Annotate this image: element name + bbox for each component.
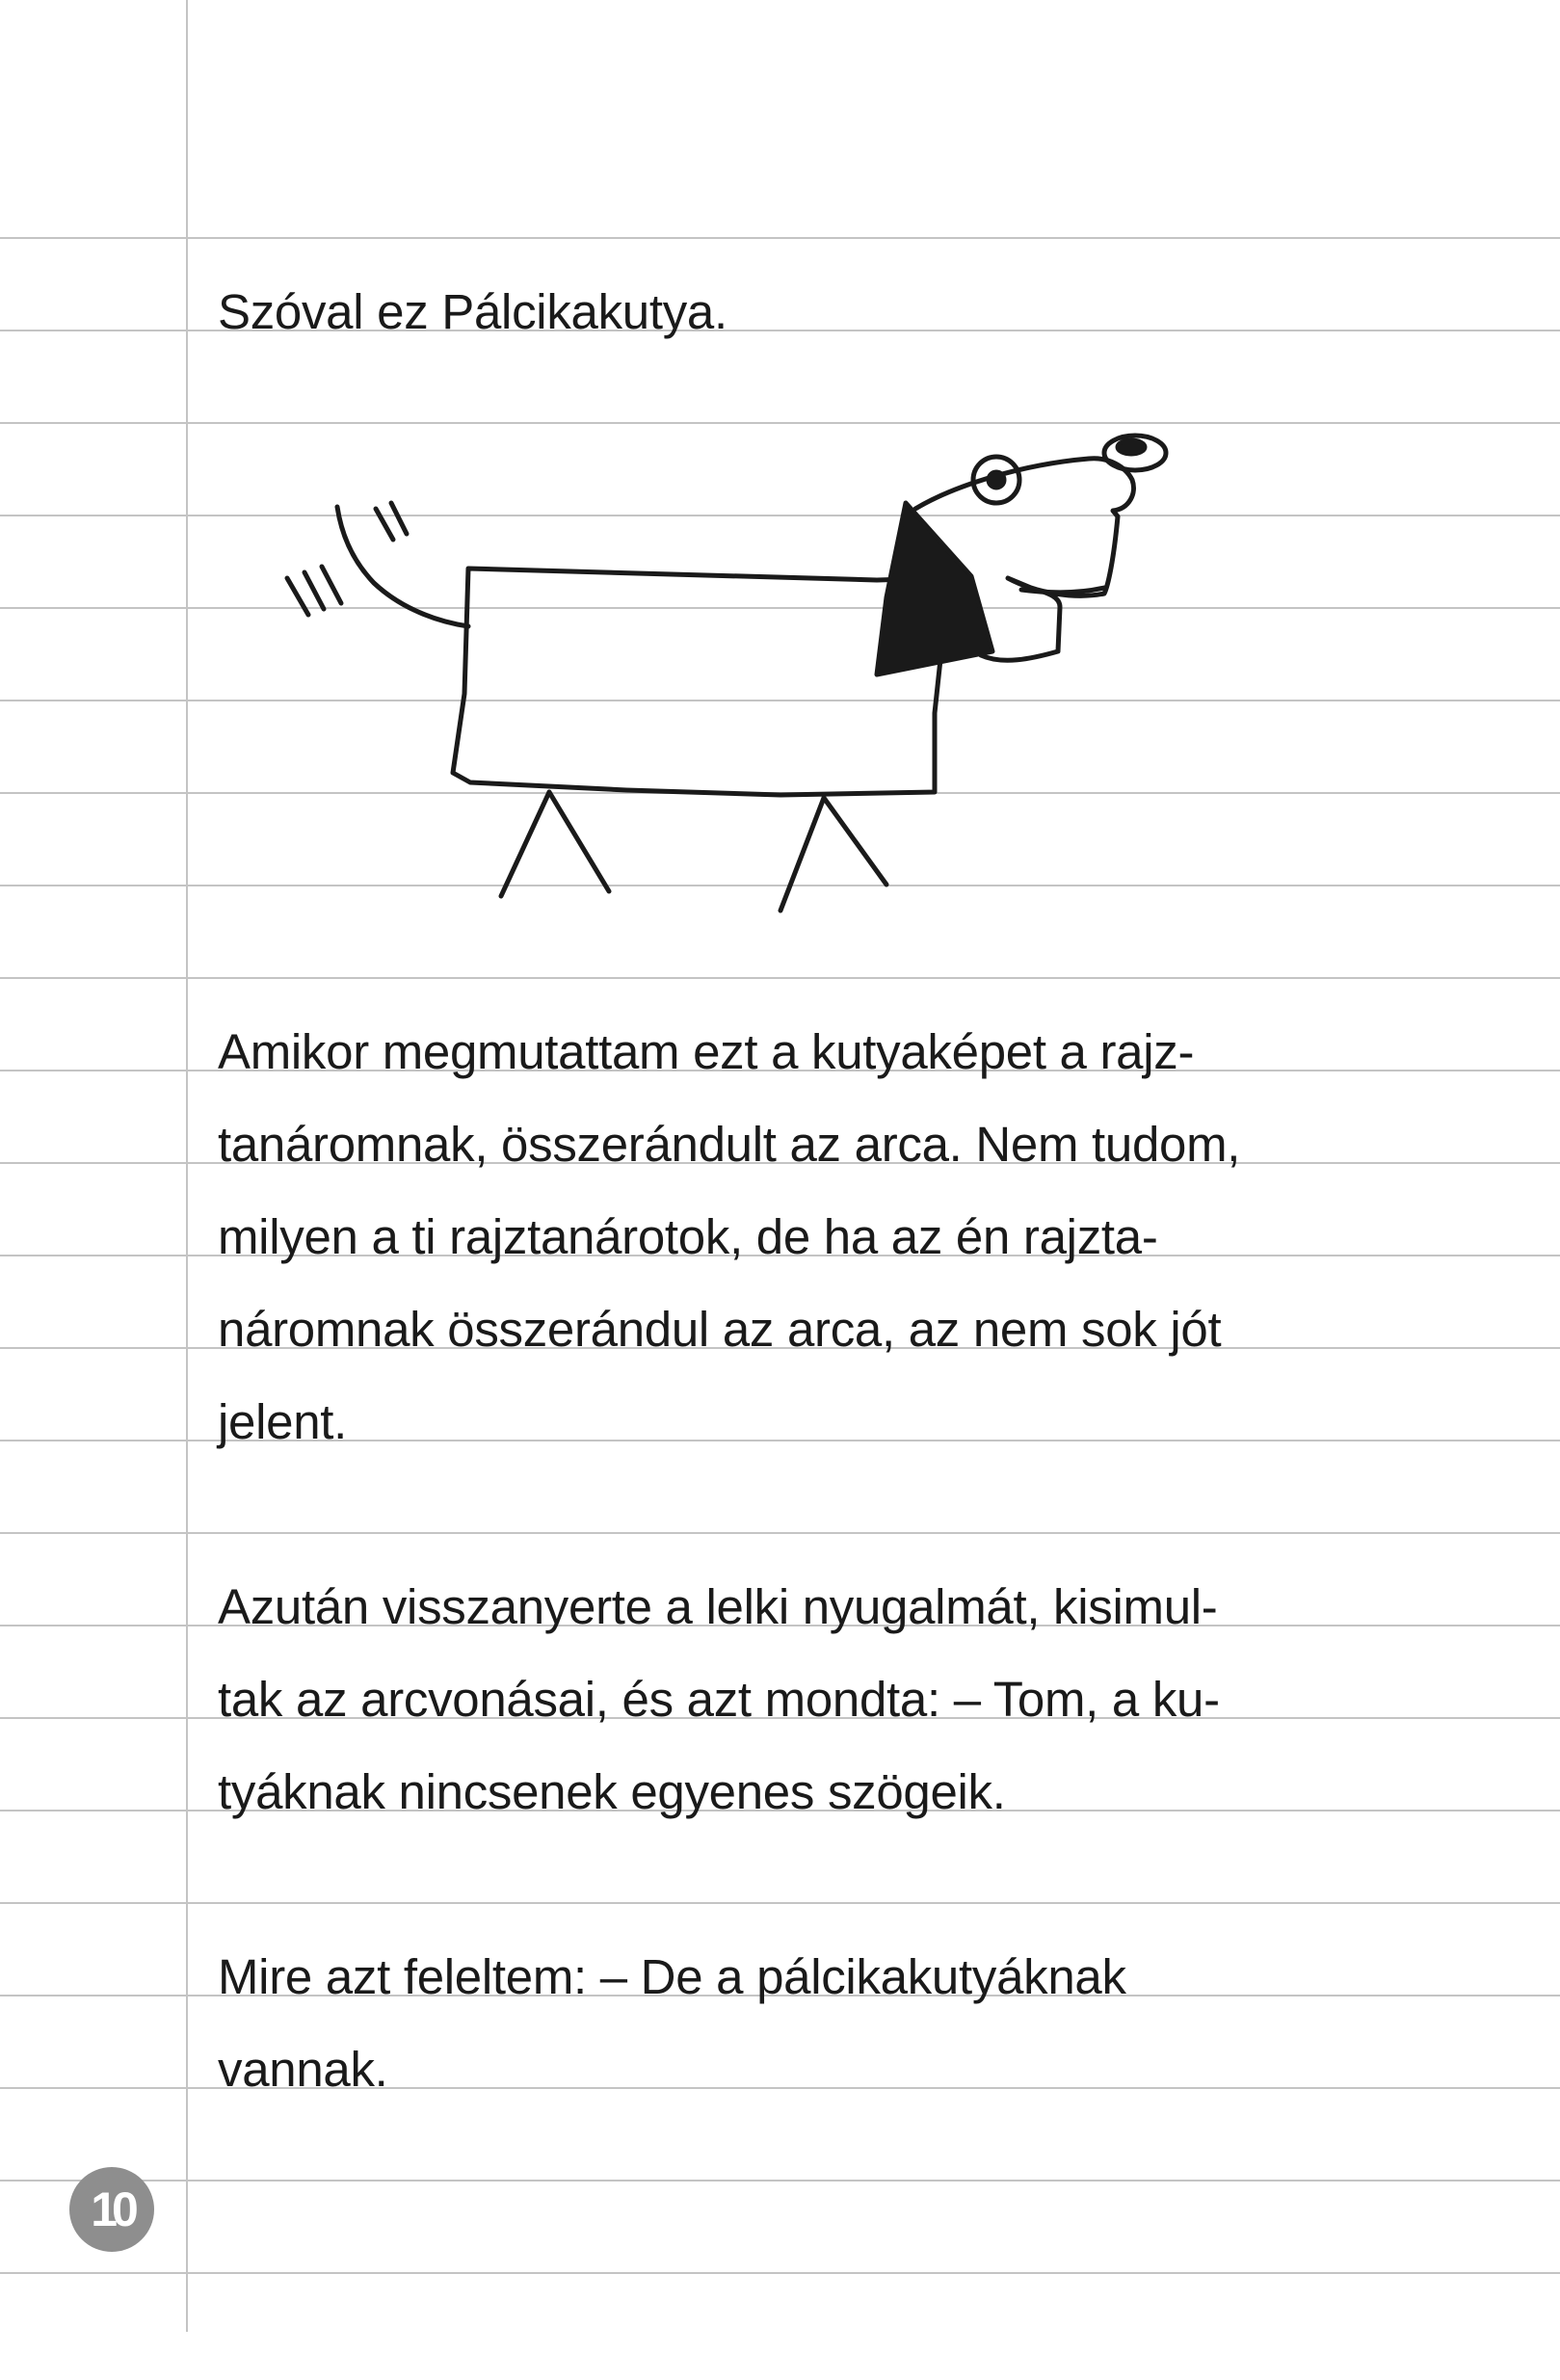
paragraph-3-line: vannak. <box>218 2042 388 2097</box>
paragraph-3-line: Mire azt feleltem: – De a pálcikakutyáknak <box>218 1949 1126 2004</box>
paragraph-2-line: tak az arcvonásai, és azt mondta: – Tom, a ku- <box>218 1672 1220 1727</box>
heading-sentence: Szóval ez Pálcikakutya. <box>218 284 727 339</box>
rule-line <box>0 2180 1560 2182</box>
paragraph-1-line: náromnak összerándul az arca, az nem sok jót <box>218 1302 1222 1357</box>
rule-line <box>0 977 1560 979</box>
paragraph-1-line: tanáromnak, összerándult az arca. Nem tudom, <box>218 1117 1241 1172</box>
paragraph-2-line: tyáknak nincsenek egyenes szögeik. <box>218 1764 1006 1819</box>
stick-dog-drawing-icon <box>260 424 1204 944</box>
page-number-badge: 10 <box>69 2167 154 2252</box>
margin-rule <box>186 0 188 2332</box>
rule-line <box>0 2272 1560 2274</box>
paragraph-2-line: Azután visszanyerte a lelki nyugalmát, kisimul- <box>218 1579 1218 1634</box>
rule-line <box>0 237 1560 239</box>
rule-line <box>0 1532 1560 1534</box>
paragraph-1-line: Amikor megmutattam ezt a kutyaképet a rajz- <box>218 1024 1195 1079</box>
paragraph-1-line: milyen a ti rajztanárotok, de ha az én rajzta- <box>218 1209 1158 1264</box>
paragraph-1-line: jelent. <box>218 1394 347 1449</box>
rule-line <box>0 1902 1560 1904</box>
